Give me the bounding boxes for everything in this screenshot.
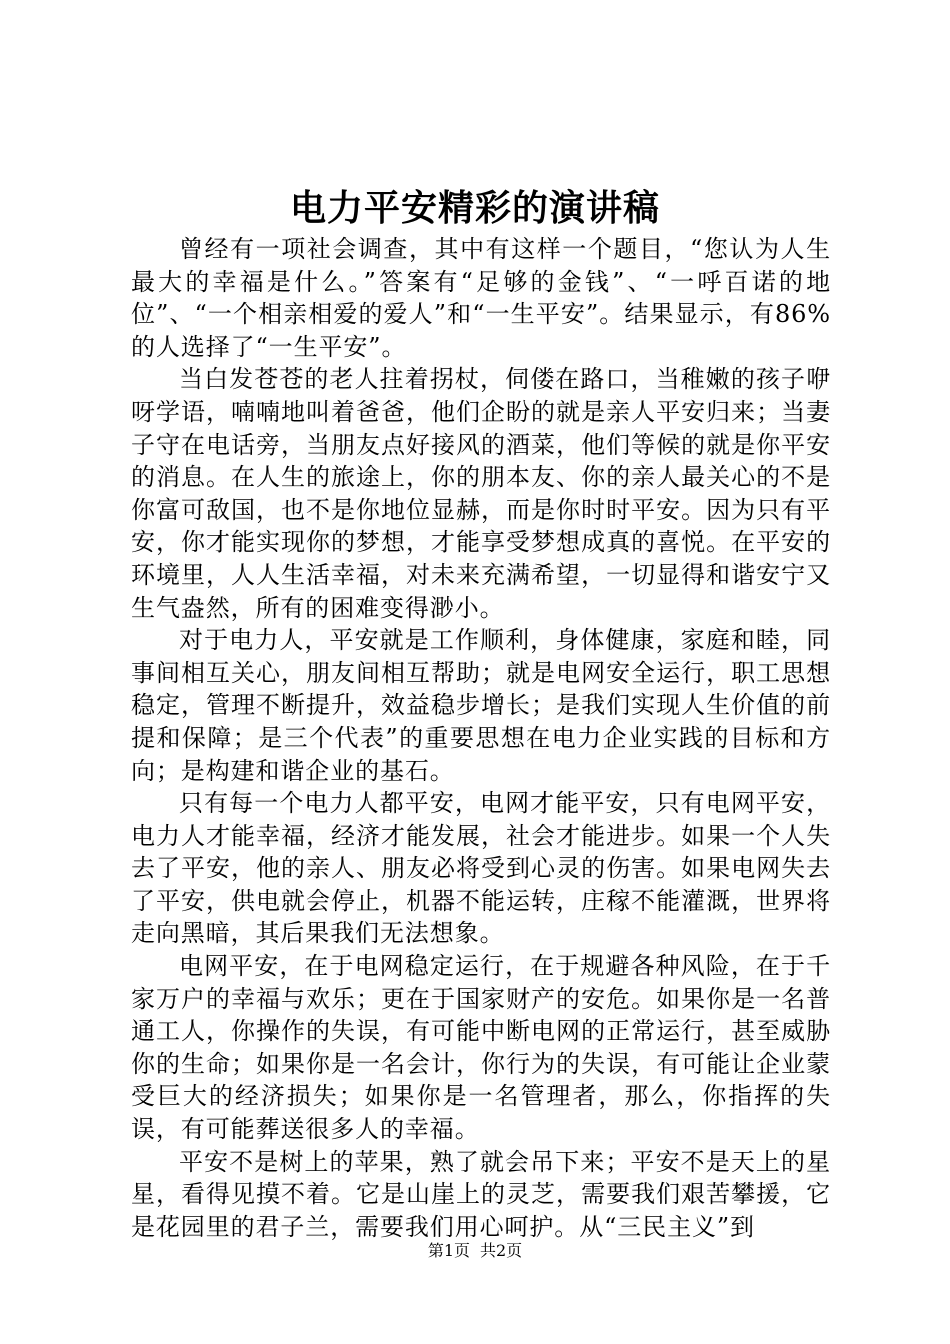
document-title: 电力平安精彩的演讲稿 xyxy=(289,187,660,229)
paragraph-1: 曾经有一项社会调查，其中有这样一个题目，“您认为人生最大的幸福是什么。”答案有“足够的金钱”、“一呼百诺的地位”、“一个相亲相爱的爱人”和“一生平安”。结果显示，有86%的人选择了“一生平安”。 xyxy=(131,235,831,361)
page-number: 第1页 xyxy=(427,1241,470,1260)
paragraph-3: 对于电力人，平安就是工作顺利，身体健康，家庭和睦，同事间相互关心，朋友间相互帮助；就是电网安全运行，职工思想稳定，管理不断提升，效益稳步增长；是我们实现人生价值的前提和保障；是三个代表”的重要思想在电力企业实践的目标和方向；是构建和谐企业的基石。 xyxy=(131,626,831,785)
document-body xyxy=(131,233,831,1243)
page-total: 共2页 xyxy=(480,1241,523,1260)
paragraph-4: 只有每一个电力人都平安，电网才能平安，只有电网平安，电力人才能幸福，经济才能发展，社会才能进步。如果一个人失去了平安，他的亲人、朋友必将受到心灵的伤害。如果电网失去了平安，供电就会停止，机器不能运转，庄稼不能灌溉，世界将走向黑暗，其后果我们无法想象。 xyxy=(131,789,831,948)
paragraph-2: 当白发苍苍的老人拄着拐杖，伺偻在路口，当稚嫩的孩子咿呀学语，喃喃地叫着爸爸，他们企盼的就是亲人平安归来；当妻子守在电话旁，当朋友点好接风的酒菜，他们等候的就是你平安的消息。在人生的旅途上，你的朋本友、你的亲人最关心的不是你富可敌国，也不是你地位显赫，而是你时时平安。因为只有平安，你才能实现你的梦想，才能享受梦想成真的喜悦。在平安的环境里，人人生活幸福，对未来充满希望，一切显得和谐安宁又生气盎然，所有的困难变得渺小。 xyxy=(131,365,831,622)
page-footer xyxy=(0,1240,950,1262)
paragraph-6: 平安不是树上的苹果，熟了就会吊下来；平安不是天上的星星，看得见摸不着。它是山崖上的灵芝，需要我们艰苦攀援，它是花园里的君子兰，需要我们用心呵护。从“三民主义”到 xyxy=(131,1147,831,1241)
paragraph-5: 电网平安，在于电网稳定运行，在于规避各种风险，在于千家万户的幸福与欢乐；更在于国家财产的安危。如果你是一名普通工人，你操作的失误，有可能中断电网的正常运行，甚至威胁你的生命；如果你是一名会计，你行为的失误，有可能让企业蒙受巨大的经济损失；如果你是一名管理者，那么，你指挥的失误，有可能葬送很多人的幸福。 xyxy=(131,952,831,1144)
